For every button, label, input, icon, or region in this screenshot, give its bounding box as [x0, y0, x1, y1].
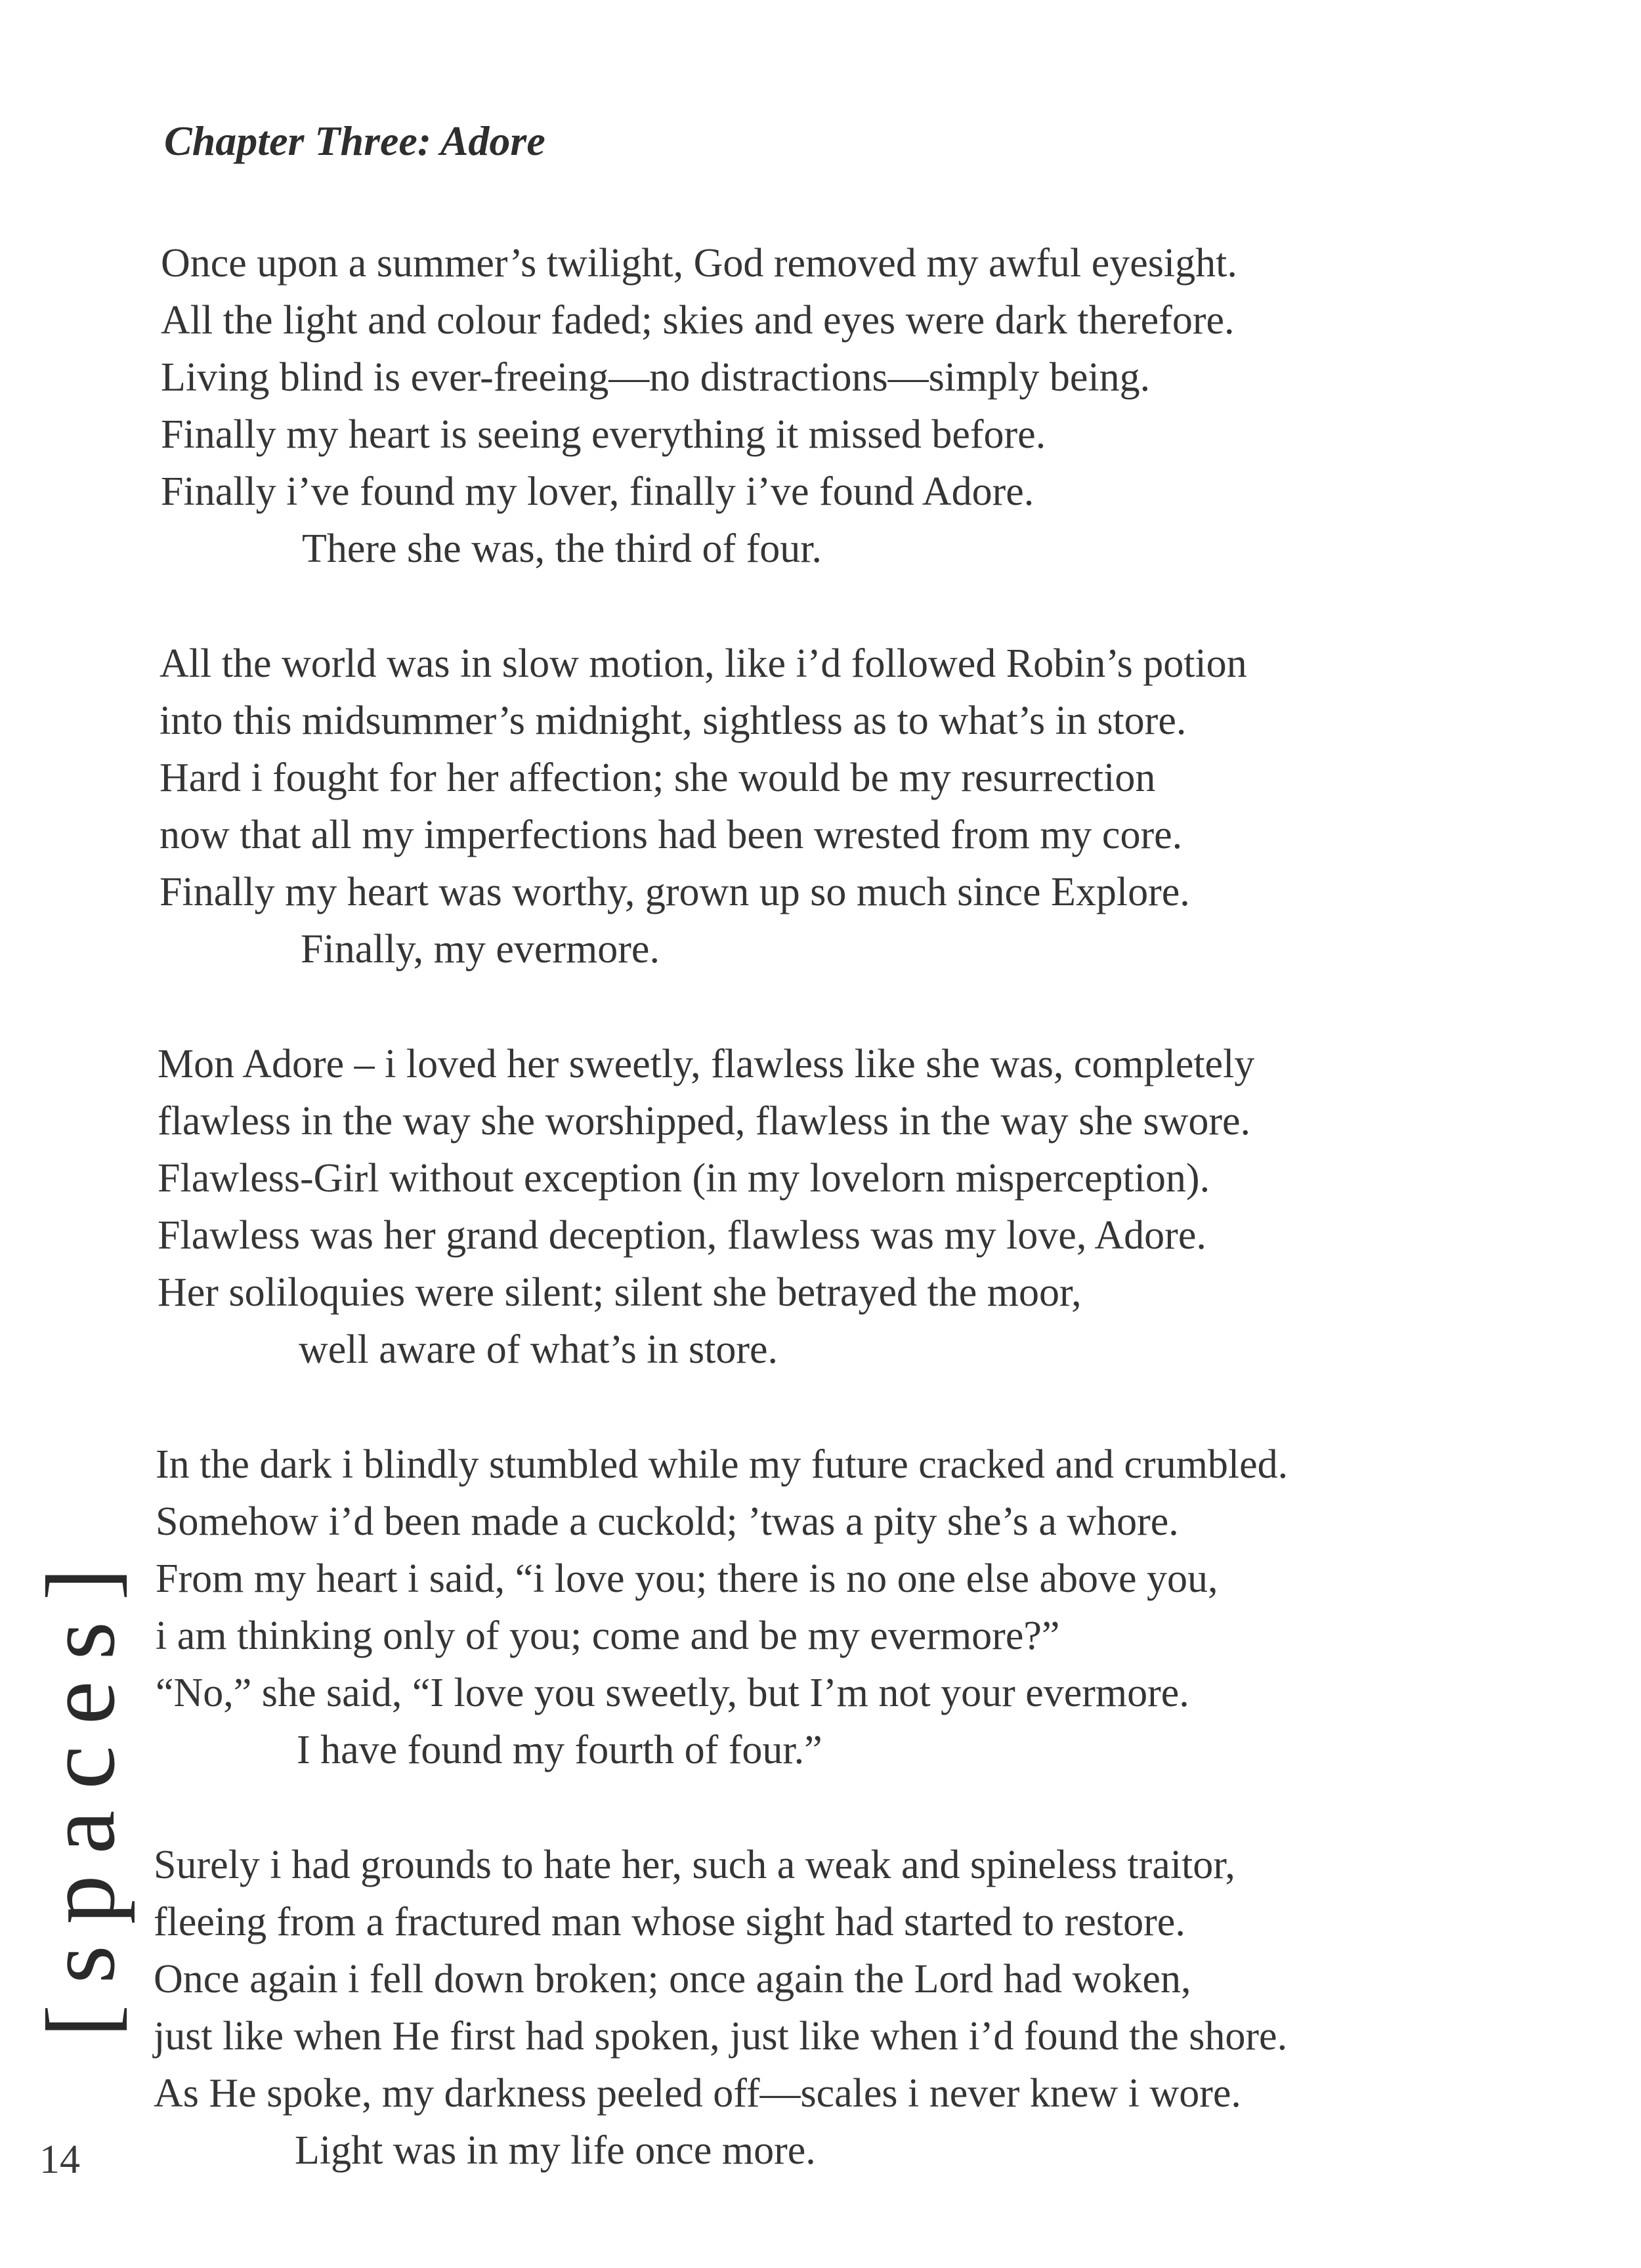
poem-line: Finally my heart is seeing everything it missed before. — [161, 412, 1046, 457]
poem-line: Once upon a summer’s twilight, God removed my awful eyesight. — [161, 241, 1237, 286]
poem-line: Somehow i’d been made a cuckold; ’twas a pity she’s a whore. — [156, 1499, 1179, 1544]
poem-line: just like when He first had spoken, just like when i’d found the shore. — [154, 2014, 1288, 2059]
running-head-vertical — [5, 1523, 156, 2061]
poem-line: now that all my imperfections had been wrested from my core. — [160, 813, 1183, 857]
poem-line: i am thinking only of you; come and be my evermore?” — [156, 1614, 1060, 1658]
poem-line-indented: well aware of what’s in store. — [299, 1327, 778, 1372]
poem-line: In the dark i blindly stumbled while my future cracked and crumbled. — [156, 1442, 1289, 1487]
poem-line: Mon Adore – i loved her sweetly, flawless like she was, completely — [158, 1042, 1255, 1086]
poem-line-indented: There she was, the third of four. — [302, 526, 822, 571]
poem-line: Finally i’ve found my lover, finally i’ve found Adore. — [161, 469, 1034, 514]
poem-line: Finally my heart was worthy, grown up so much since Explore. — [160, 870, 1190, 914]
poem-line: Surely i had grounds to hate her, such a weak and spineless traitor, — [154, 1843, 1235, 1887]
poem-line-indented: Light was in my life once more. — [295, 2128, 816, 2173]
poem-line: into this midsummer’s midnight, sightless as to what’s in store. — [160, 698, 1187, 743]
poem-line-indented: Finally, my evermore. — [301, 927, 660, 972]
poem-line: Flawless was her grand deception, flawless was my love, Adore. — [158, 1213, 1206, 1258]
poem-line: “No,” she said, “I love you sweetly, but I’m not your evermore. — [156, 1671, 1189, 1715]
poem-line: Flawless-Girl without exception (in my lovelorn misperception). — [158, 1156, 1210, 1201]
book-title-vertical: [spaces] — [26, 1547, 135, 2038]
poem-line: Once again i fell down broken; once again the Lord had woken, — [154, 1957, 1191, 2001]
poem-line: flawless in the way she worshipped, flawless in the way she swore. — [158, 1099, 1251, 1144]
poem-line: As He spoke, my darkness peeled off—scales i never knew i wore. — [154, 2071, 1241, 2116]
page-number: 14 — [39, 2137, 80, 2182]
poem-line: Living blind is ever-freeing—no distractions—simply being. — [161, 355, 1151, 400]
poem-line: All the light and colour faded; skies and eyes were dark therefore. — [161, 298, 1235, 343]
poem-line: Hard i fought for her affection; she would be my resurrection — [160, 756, 1156, 800]
poem-line: All the world was in slow motion, like i’d followed Robin’s potion — [160, 641, 1247, 686]
poem-line-indented: I have found my fourth of four.” — [297, 1728, 822, 1772]
poem-line: Her soliloquies were silent; silent she betrayed the moor, — [158, 1270, 1082, 1315]
poem-line: fleeing from a fractured man whose sight had started to restore. — [154, 1900, 1185, 1944]
poem-line: From my heart i said, “i love you; there is no one else above you, — [156, 1556, 1218, 1601]
chapter-title: Chapter Three: Adore — [164, 118, 545, 164]
